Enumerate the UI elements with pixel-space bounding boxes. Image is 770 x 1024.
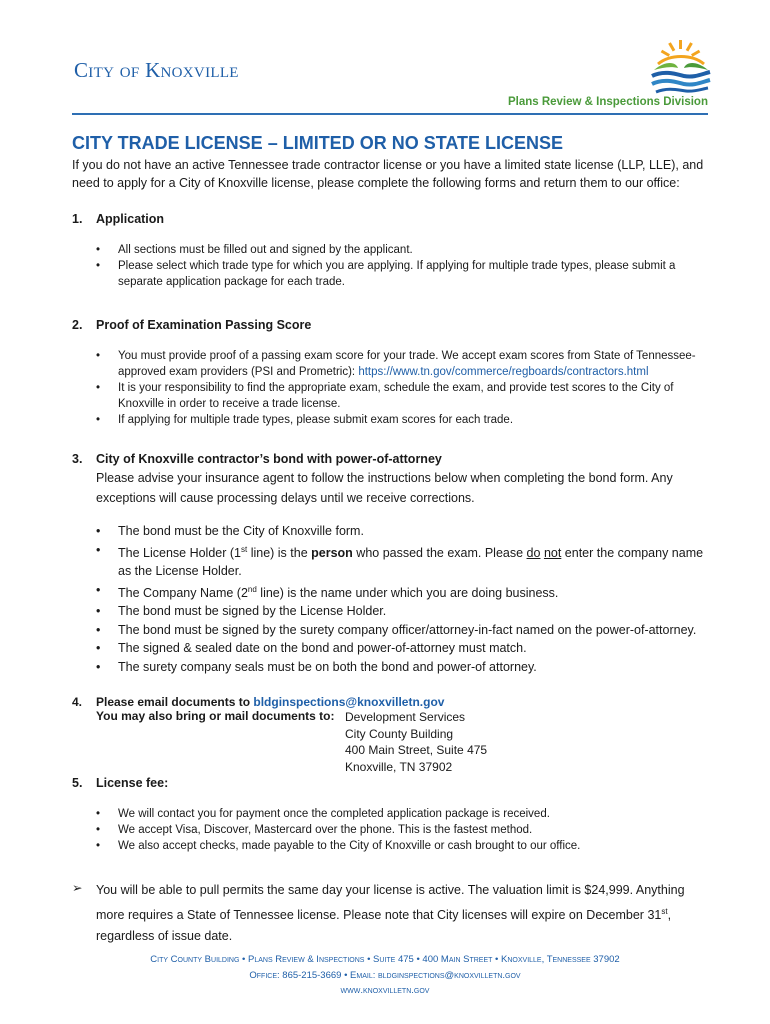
list-item: • All sections must be filled out and signed by the applicant.	[72, 242, 712, 258]
section-title: Please email documents to	[96, 695, 254, 709]
footer-website[interactable]: www.knoxvilletn.gov	[340, 985, 430, 996]
mail-block	[72, 709, 712, 779]
header-divider	[72, 113, 708, 115]
section-exam-score	[72, 318, 712, 428]
mail-label: You may also bring or mail documents to:	[96, 709, 335, 723]
intro-paragraph: If you do not have an active Tennessee trade contractor license or you have a limited state license (LLP, LLE), and need to apply for a City of Knoxville license, please complete the following forms and return them to our office:	[72, 158, 704, 190]
section-application	[72, 212, 712, 290]
section-number: 4.	[72, 695, 83, 709]
section-title: City of Knoxville contractor’s bond with power-of-attorney	[96, 452, 442, 466]
address-line: City County Building	[345, 726, 454, 741]
section-title: Proof of Examination Passing Score	[96, 318, 312, 332]
superscript: st	[661, 907, 668, 916]
text-run: line) is the	[247, 545, 312, 560]
section-bond	[72, 452, 712, 676]
underlined-text: do	[526, 545, 541, 560]
city-logo-icon	[648, 40, 714, 96]
bullet-list	[72, 242, 712, 290]
text-run: You will be able to pull permits the same day your license is active. The valuation limit is $24,999. Anything more requires a State of Tennessee license. Please note that City licenses will expire on December 31	[96, 883, 685, 923]
text-run: who passed the exam. Please	[352, 545, 527, 560]
footer-contact: Office: 865-215-3669 • Email: bldginspections@knoxvilletn.gov	[249, 970, 521, 981]
section-heading	[72, 212, 712, 226]
text-run: enter the company name as the License Holder.	[118, 545, 704, 579]
text-run: The Company Name (2	[118, 585, 248, 600]
list-item: • We accept Visa, Discover, Mastercard over the phone. This is the fastest method.	[72, 822, 712, 838]
arrow-bullet-icon: ➢	[72, 881, 83, 895]
section-title: License fee:	[96, 776, 169, 790]
list-item	[72, 541, 712, 581]
text-run: , regardless of issue date.	[96, 908, 672, 944]
document-title: CITY TRADE LICENSE – LIMITED OR NO STATE LICENSE	[72, 133, 564, 153]
list-item: • We also accept checks, made payable to the City of Knoxville or cash brought to our office.	[72, 838, 712, 854]
list-item: • If applying for multiple trade types, please submit exam scores for each trade.	[72, 412, 712, 428]
section-heading	[72, 695, 712, 709]
text-run: The License Holder (1	[118, 545, 241, 560]
list-item: • The bond must be signed by the surety company officer/attorney-in-fact named on the power-of-attorney.	[72, 621, 712, 640]
address-line: Development Services	[345, 710, 466, 724]
underlined-text: not	[543, 545, 562, 560]
footer-address: City County Building • Plans Review & Inspections • Suite 475 • 400 Main Street • Knoxville, Tennessee 37902	[150, 954, 620, 965]
list-item-text: You must provide proof of a passing exam score for your trade. We accept exam scores from State of Tennessee-approved exam providers (PSI and Prometric):	[118, 350, 696, 378]
list-item: • It is your responsibility to find the appropriate exam, schedule the exam, and provide test scores to the City of Knoxville in order to receive a trade license.	[72, 380, 712, 412]
section-heading	[72, 318, 712, 332]
section-heading	[72, 776, 712, 790]
city-title: City of Knoxville	[74, 58, 239, 82]
section-number: 1.	[72, 212, 83, 226]
list-item	[72, 581, 712, 603]
section-number: 2.	[72, 318, 83, 332]
bullet-list	[72, 348, 712, 428]
bond-instructions: Please advise your insurance agent to follow the instructions below when completing the bond form. Any exceptions will cause processing delays until we receive corrections.	[96, 471, 673, 505]
bold-text: person	[311, 545, 353, 560]
section-heading	[72, 452, 712, 466]
address-line: Knoxville, TN 37902	[345, 759, 453, 774]
section-number: 5.	[72, 776, 83, 790]
division-label: Plans Review & Inspections Division	[507, 96, 708, 108]
superscript: st	[240, 544, 248, 554]
list-item: • The bond must be the City of Knoxville form.	[72, 522, 712, 541]
note-text	[72, 880, 712, 947]
mailing-address	[345, 709, 487, 775]
section-submit-docs	[72, 695, 712, 779]
section-number: 3.	[72, 452, 83, 466]
section-title: Application	[96, 212, 165, 226]
list-item: • The bond must be signed by the License Holder.	[72, 602, 712, 621]
section-license-fee	[72, 776, 712, 854]
bullet-list	[72, 522, 712, 676]
address-line: 400 Main Street, Suite 475	[345, 743, 488, 757]
sun-rays	[661, 40, 701, 57]
validity-note	[72, 880, 712, 947]
superscript: nd	[247, 584, 257, 594]
list-item: • The signed & sealed date on the bond and power-of-attorney must match.	[72, 639, 712, 658]
email-link[interactable]: bldginspections@knoxvilletn.gov	[253, 695, 445, 709]
text-run: line) is the name under which you are doing business.	[256, 585, 559, 600]
list-item	[72, 348, 712, 380]
regboards-link[interactable]: https://www.tn.gov/commerce/regboards/contractors.html	[358, 366, 649, 378]
list-item: • We will contact you for payment once the completed application package is received.	[72, 806, 712, 822]
list-item: • Please select which trade type for which you are applying. If applying for multiple trade types, please submit a separate application package for each trade.	[72, 258, 712, 290]
bullet-list	[72, 806, 712, 854]
list-item: • The surety company seals must be on both the bond and power-of attorney.	[72, 658, 712, 677]
